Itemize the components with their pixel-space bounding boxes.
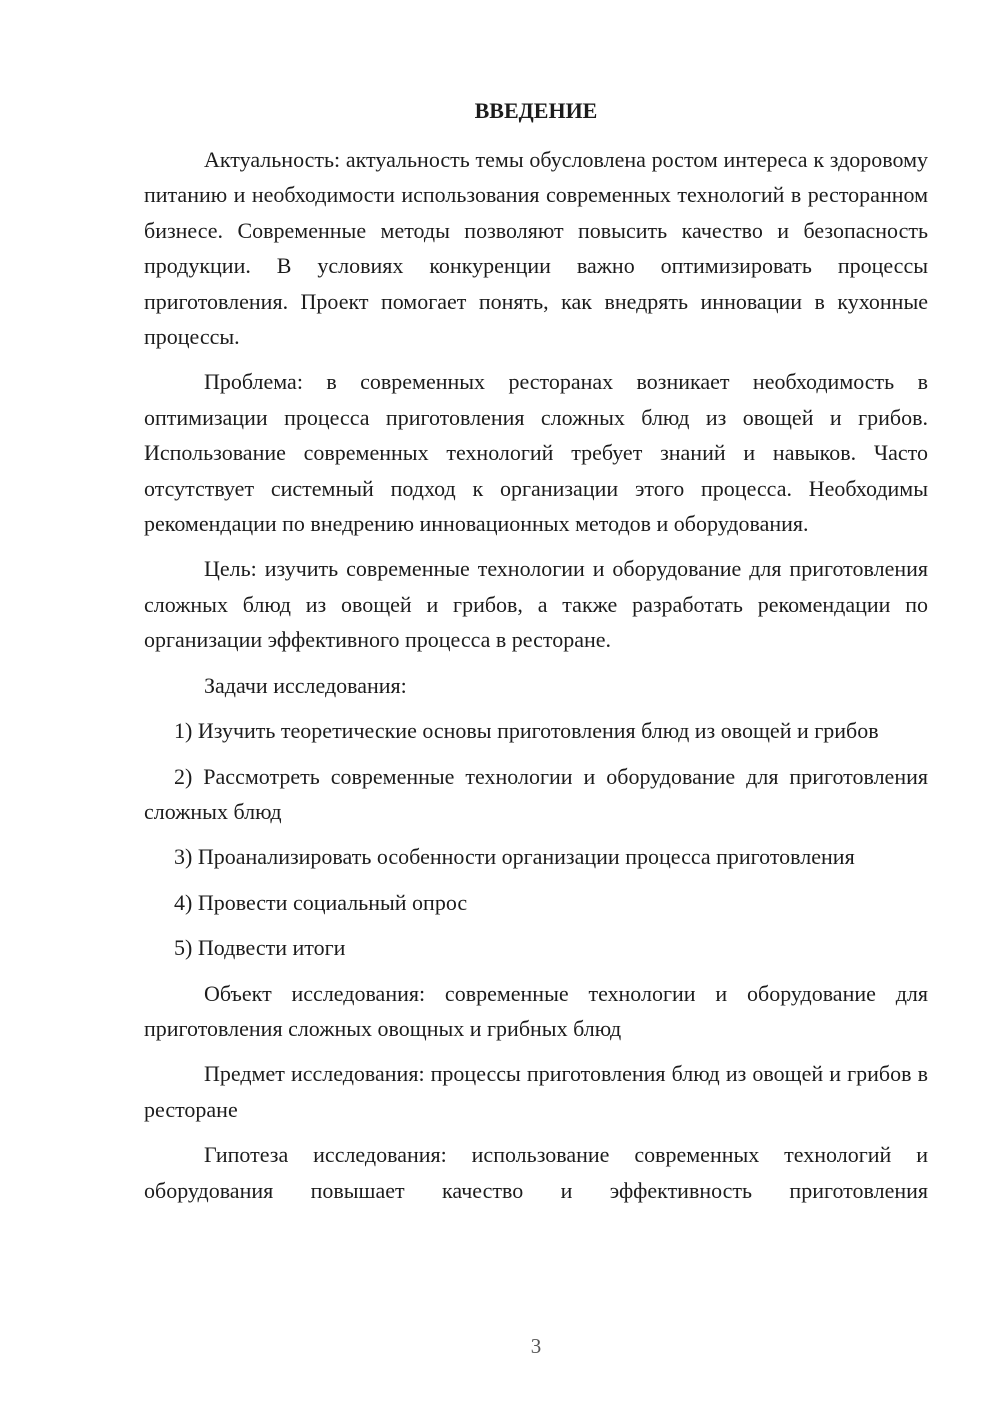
page-number: 3	[530, 1334, 542, 1358]
paragraph-object: Объект исследования: современные технологии и оборудование для приготовления сложных овощных и грибных блюд	[144, 980, 928, 1041]
paragraph-subject: Предмет исследования: процессы приготовления блюд из овощей и грибов в ресторане	[144, 1061, 928, 1122]
paragraph-goal: Цель: изучить современные технологии и оборудование для приготовления сложных блюд из овощей и грибов, а также разработать рекомендации по организации эффективного процесса в ресторане.	[144, 556, 928, 653]
tasks-heading: Задачи исследования:	[204, 672, 407, 698]
paragraph-relevance: Актуальность: актуальность темы обусловлена ростом интереса к здоровому питанию и необходимости использования современных технологий в ресторанном бизнесе. Современные методы позволяют повысить качество и безопасность продукции. В условиях конкуренции важно оптимизировать процессы приготовления. Проект помогает понять, как внедрять инновации в кухонные процессы.	[144, 147, 928, 350]
paragraph-problem: Проблема: в современных ресторанах возникает необходимость в оптимизации процесса приготовления сложных блюд из овощей и грибов. Использование современных технологий требует знаний и навыков. Часто отсутствует системный подход к организации этого процесса. Необходимы рекомендации по внедрению инновационных методов и оборудования.	[144, 369, 928, 537]
task-item: 5) Подвести итоги	[174, 935, 346, 961]
task-item: 2) Рассмотреть современные технологии и оборудование для приготовления сложных блюд	[144, 763, 928, 824]
task-item: 4) Провести социальный опрос	[174, 889, 468, 915]
task-item: 1) Изучить теоретические основы приготовления блюд из овощей и грибов	[174, 718, 879, 744]
document-body	[144, 142, 928, 1208]
task-item: 3) Проанализировать особенности организации процесса приготовления	[174, 844, 855, 870]
paragraph-hypothesis: Гипотеза исследования: использование современных технологий и оборудования повышает качество и эффективность приготовления	[144, 1142, 928, 1203]
page-title: ВВЕДЕНИЕ	[474, 98, 598, 123]
